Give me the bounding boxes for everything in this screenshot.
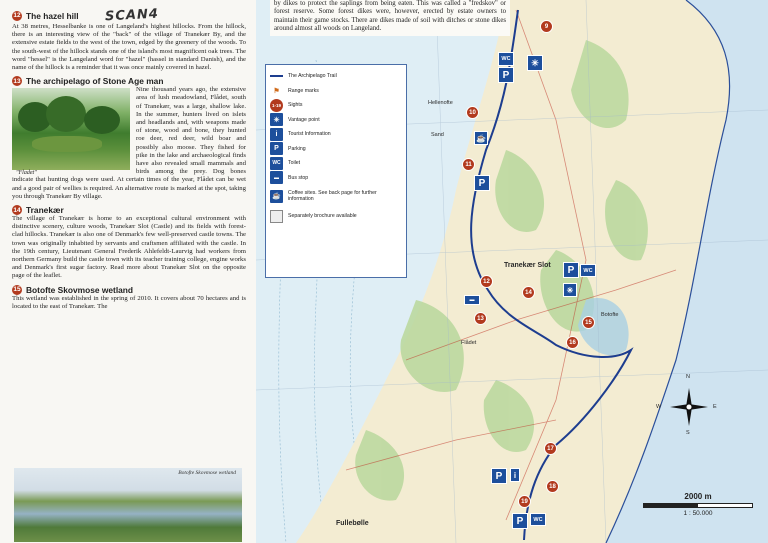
range-marks-icon: ⚑ xyxy=(273,87,280,95)
toilet-icon[interactable]: WC xyxy=(498,52,514,66)
section-text: At 38 metres, Hesselbanke is one of Langeland's highest hillocks. From the hillock, there is an interesting view of the "back" of the village of Tranekær By, and the extensive estate fields to the west of the town, edged by the greenery of the woods. To the south-west of the hillock stands one of the island's most magnificent oak trees. The word "hessel" is the Langeland word for "hazel" (hassel in standard Danish), and the name of the hillock is a reminder that it was once mainly covered in hazel. xyxy=(12,23,246,72)
legend-label: Toilet xyxy=(288,160,301,167)
sight-number-badge: 15 xyxy=(13,286,21,294)
scale-distance: 2000 m xyxy=(684,492,712,501)
info-icon[interactable]: i xyxy=(510,468,520,482)
sight-number-badge: 14 xyxy=(13,206,21,214)
section-heading-hazel-hill xyxy=(12,8,246,23)
sight-marker[interactable]: 14 xyxy=(522,286,535,299)
legend-label: Sights xyxy=(288,102,303,109)
coffee-icon[interactable]: ☕ xyxy=(474,131,488,145)
scan-annotation: SCAN4 xyxy=(104,6,159,25)
scale-ratio: 1 : 50.000 xyxy=(683,510,713,517)
sight-marker[interactable]: 11 xyxy=(462,158,475,171)
trail-line-icon xyxy=(270,70,283,83)
sight-marker[interactable]: 13 xyxy=(474,312,487,325)
scale-graphic xyxy=(643,503,753,508)
legend-row xyxy=(270,171,402,186)
sight-marker[interactable]: 18 xyxy=(546,480,559,493)
sight-marker[interactable]: 19 xyxy=(518,495,531,508)
section-title: Tranekær xyxy=(26,205,64,216)
section-title: The hazel hill xyxy=(26,10,79,21)
vantage-point-icon[interactable]: ✳ xyxy=(563,283,577,297)
compass-icon xyxy=(660,378,718,436)
parking-icon[interactable]: P xyxy=(512,513,528,529)
photo-caption: "Fladet" xyxy=(16,170,37,177)
map-legend xyxy=(265,64,407,278)
place-label: Fullebølle xyxy=(336,520,369,527)
legend-label: Parking xyxy=(288,145,306,152)
legend-row xyxy=(270,156,402,171)
left-text-column xyxy=(0,0,256,543)
place-label: Botofte xyxy=(601,312,619,318)
section-text: This wetland was established in the spring of 2010. It covers about 70 hectares and is located to the east of Tranekær. The xyxy=(12,294,246,310)
vantage-point-icon[interactable]: ✳ xyxy=(527,55,543,71)
section-heading-tranekaer xyxy=(12,205,246,215)
legend-row xyxy=(270,185,402,207)
bus-stop-icon[interactable]: ▬ xyxy=(464,295,480,305)
sight-number-badge: 12 xyxy=(13,12,21,19)
section-title: The archipelago of Stone Age man xyxy=(26,76,164,87)
compass-rose xyxy=(656,374,718,436)
compass-north-label: N xyxy=(686,374,690,380)
info-icon: i xyxy=(270,128,283,141)
parking-icon[interactable]: P xyxy=(563,262,579,278)
toilet-icon[interactable]: WC xyxy=(580,264,596,277)
section-heading-botofte xyxy=(12,285,246,295)
bus-stop-icon: ▬ xyxy=(270,171,283,184)
sight-marker[interactable]: 15 xyxy=(582,316,595,329)
legend-label: Bus stop xyxy=(288,174,309,181)
toilet-icon[interactable]: WC xyxy=(530,513,546,526)
parking-icon: P xyxy=(270,142,283,155)
fladet-photo xyxy=(12,88,130,170)
scale-bar xyxy=(643,492,753,517)
legend-row xyxy=(270,207,402,225)
legend-row xyxy=(270,127,402,142)
legend-label: The Archipelago Trail xyxy=(288,73,337,80)
section-title: Botofte Skovmose wetland xyxy=(26,284,134,295)
photo-caption: Botofte Skovmose wetland xyxy=(178,470,236,476)
legend-label: Separately brochure available xyxy=(288,213,357,219)
compass-east-label: E xyxy=(713,404,717,410)
section-text: The village of Tranekær is home to an exceptional cultural environment with distinctive scenery, culture woods, Tranekær Slot (Castle) and its fields with forest-clad hillocks. Tranekær is also one of Denmark's few well-preserved castle towns. The town was originally inhabited by servants and craftsmen affiliated with the castle. In the 19th century, Lieutenant General Frederik Ahlefeldt-Laurvig had workers from northern Germany build the castle town with its teacher training college, engine works and Denmark's first sugar factory. Read more about Tranekær Slot on the opposite page of the leaflet. xyxy=(12,215,246,280)
parking-icon[interactable]: P xyxy=(491,468,507,484)
legend-row xyxy=(270,142,402,157)
compass-west-label: W xyxy=(656,404,662,410)
place-label: Sand xyxy=(431,132,444,138)
section-heading-archipelago xyxy=(12,76,246,86)
legend-label: Range marks xyxy=(288,87,319,94)
sight-marker[interactable]: 9 xyxy=(540,20,553,33)
place-label: Tranekær Slot xyxy=(504,262,551,269)
section-text: Nine thousand years ago, the extensive area of lush meadowland, Flådet, south of Tranekær, was a large, shallow lake. In the summer, hunters lived on islets and headlands and, with weapons made of stone, wood and bone, they hunted roe deer, red deer, wild boar and possibly also moose. They fished for pike in the lake and archaeological finds have also revealed small mammals and birds among the prey. Dog bones indicate that hunting dogs were used. At certain times of the year, Flådet can be wet and a good pair of wellies is required. An alternative route is marked at the spot, taking you through Tranekær By village. xyxy=(12,86,246,200)
parking-icon[interactable]: P xyxy=(498,67,514,83)
compass-south-label: S xyxy=(686,430,690,436)
legend-label: Tourist Information xyxy=(288,131,331,138)
sight-marker[interactable]: 12 xyxy=(480,275,493,288)
legend-label: Vantage point xyxy=(288,116,320,123)
toilet-icon: WC xyxy=(270,157,283,170)
legend-row xyxy=(270,84,402,99)
sight-marker[interactable]: 17 xyxy=(544,442,557,455)
legend-row xyxy=(270,113,402,128)
brochure-icon xyxy=(270,210,283,223)
legend-label: Coffee sites. See back page for further information xyxy=(288,190,377,202)
map-text-block: by dikes to protect the saplings from being eaten. This was called a "fredskov" or forest reserve. Some forest dikes were, however, erected by estate owners to maintain their game stocks. There are dikes made of soil with ditches or stone dikes around almost all woods on Langeland. xyxy=(270,0,510,36)
sight-number-badge: 13 xyxy=(13,77,21,85)
wetland-photo xyxy=(14,468,242,542)
sights-icon: 1-19 xyxy=(270,99,283,112)
legend-row xyxy=(270,69,402,84)
sight-marker[interactable]: 10 xyxy=(466,106,479,119)
parking-icon[interactable]: P xyxy=(474,175,490,191)
place-label: Hellenofte xyxy=(428,100,453,106)
legend-row xyxy=(270,98,402,113)
place-label: Flådet xyxy=(461,340,477,346)
vantage-point-icon: ✳ xyxy=(270,113,283,126)
sight-marker[interactable]: 16 xyxy=(566,336,579,349)
coffee-icon: ☕ xyxy=(270,190,283,203)
